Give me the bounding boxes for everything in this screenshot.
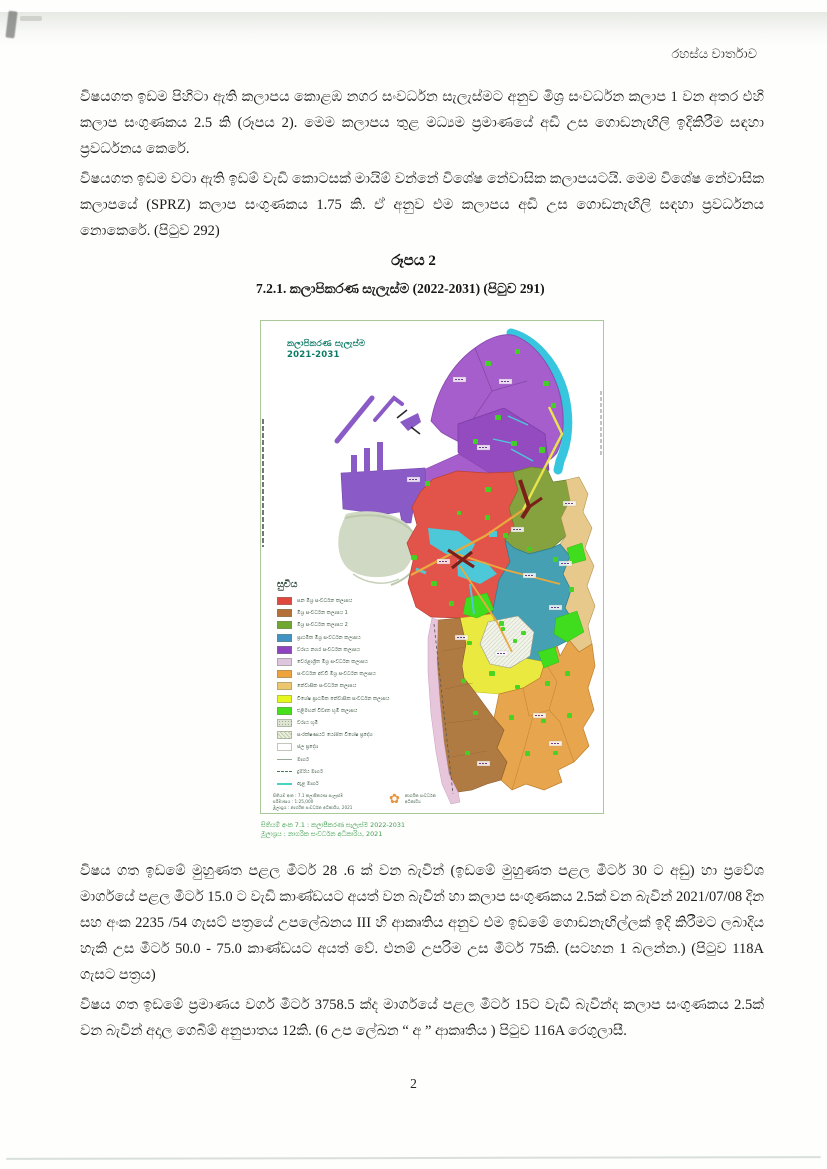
legend-label: එළිමහන් විවෘත භූමි කලාපය [297, 707, 358, 714]
map-source-line: මූලාශ්‍රය : නාගරික සංවර්ධන අධිකාරිය, 2021 [273, 805, 353, 810]
map-legend-items [277, 595, 427, 790]
uda-flower-logo-icon: ✿ [389, 791, 400, 806]
legend-item [277, 607, 427, 619]
legend-label: විශේෂ ප්‍රාථමික නේවාසික සංවර්ධන කලාපය [297, 695, 390, 702]
legend-item [277, 741, 427, 753]
legend-swatch [277, 743, 292, 751]
map-source-line: පරිමාණය : 1:25,000 [273, 799, 314, 804]
legend-label: වරාය නගර සංවර්ධන කලාපය [297, 646, 361, 653]
map-title-line1: කලාපිකරණ සැලැස්ම [287, 339, 366, 349]
figure-caption-line2: මූලාශ්‍රය : නාගරික සංවර්ධන අධිකාරිය, 2021 [261, 829, 383, 838]
legend-item [277, 753, 427, 765]
legend-item [277, 644, 427, 656]
map-legend [277, 579, 427, 790]
legend-label: ප්‍රාථමික මිශ්‍ර සංවර්ධන කලාපය [297, 634, 361, 641]
legend-label: මිශ්‍ර සංවර්ධන කලාපය 2 [297, 622, 348, 629]
legend-item [277, 705, 427, 717]
scan-artifact-line [6, 1156, 821, 1160]
legend-swatch [277, 719, 292, 727]
map-title [287, 339, 365, 361]
paragraph-1: විෂයගත ඉඩම පිහිටා ඇති කලාපය කොළඹ නගර සංවර්ධන සැලැස්මට අනුව මිශ්‍ර සංවර්ධන කලාප 1 වන අතර එහි කලාප සංගුණකය 2.5 කි (රූපය 2). මෙම කලාපය තුළ මධ්‍යම ප්‍රමාණයේ අඩි උස ගොඩනැඟිලි ඉදිකිරීම සඳහා ප්‍රවර්ධනය කෙරේ. [80, 89, 764, 157]
legend-swatch [277, 731, 292, 739]
figure-heading: රූපය 2 [391, 253, 436, 269]
paragraph-4: විෂය ගත ඉඩමේ ප්‍රමාණය වර්ග මීටර් 3758.5 ක්ද මාර්ගයේ පළල මීටර් 15ට වැඩි බැවින්ද කලාප සංගුණකය 2.5ක් වන බැවින් අදාල ගෙබිම් අනුපාතය 12කි. (6 උප ලේඛන “ අ ” ආකෘතිය ) පිටුව 116A රෙගුලාසී. [80, 997, 764, 1039]
legend-label: වරාය භූමි [297, 719, 318, 726]
legend-label: වෙරළාශ්‍රිත මිශ්‍ර සංවර්ධන කලාපය [297, 659, 368, 666]
zoning-map-figure [260, 320, 604, 814]
figure-caption [261, 821, 405, 838]
legend-item [277, 693, 427, 705]
scan-smudge-mark [20, 16, 42, 21]
legend-item [277, 619, 427, 631]
map-legend-title: සුචිය [277, 579, 298, 590]
legend-item [277, 717, 427, 729]
legend-item [277, 668, 427, 680]
legend-label: ඇළ මාර්ග [297, 780, 319, 787]
legend-label: සංවර්ධන අඩවි මිශ්‍ර සංවර්ධන කලාපය [297, 671, 376, 678]
legend-item [277, 729, 427, 741]
legend-item [277, 595, 427, 607]
legend-line-sample [277, 759, 292, 760]
legend-swatch [277, 707, 292, 715]
figure-subheading: 7.2.1. කලාපිකරණ සැලැස්ම (2022-2031) (පිටුව 291) [256, 281, 545, 296]
legend-swatch [277, 609, 292, 617]
page-number: 2 [410, 1076, 417, 1091]
legend-label: සංරක්ෂණයට යෝජිත විශේෂ ප්‍රදේශ [297, 732, 373, 739]
paragraph-3: විෂය ගත ඉඩමේ මුහුණත පළල මීටර් 28 .6 ක් වන බැවින් (ඉඩමේ මුහුණත පළල මීටර් 30 ට අඩු) හා ප්‍රවේශ මාර්ගයේ පළල මීටර් 15.0 ට වැඩි කාණ්ඩයට අයත් වන බැවින් හා කලාප සංගුණකය 2.5ක් වන බැවින් 2021/07/08 දින සහ අංක 2235 /54 ගැසට් පත්‍රයේ උපලේඛනය III හි ආකෘතිය අනුව එම ඉඩමේ ගොඩනැඟිල්ලක් ඉදි කිරීමට ලබාදිය හැකි උස මීටර් 50.0 - 75.0 කාණ්ඩයට අයත් වේ. එනම් උපරිම උස මීටර් 75කි. (සටහන 1 බලන්න.) (පිටුව 118A ගැසට පත්‍රය) [80, 863, 764, 983]
figure-caption-line1: සිතියම් අංක 7.1 : කලාපීකරණ සැලැස්ම 2022-2031 [261, 821, 406, 829]
map-title-line2: 2021-2031 [287, 350, 340, 360]
paragraph-2: විෂයගත ඉඩම වටා ඇති ඉඩම් වැඩි කොටසක් මායිම් වන්නේ විශේෂ නේවාසික කලාපයටයි. මෙම විශේෂ නේවාසික කලාපයේ (SPRZ) කලාප සංගුණකය 1.75 කි. ඒ අනුව එම කලාපය අඩි උස ගොඩනැඟිලි සඳහා ප්‍රවර්ධනය නොකෙරේ. (පිටුව 292) [80, 171, 764, 239]
legend-item [277, 766, 427, 778]
legend-item [277, 680, 427, 692]
legend-swatch [277, 670, 292, 678]
legend-swatch [277, 695, 292, 703]
map-publisher-logo [389, 792, 451, 805]
legend-item [277, 656, 427, 668]
legend-item [277, 632, 427, 644]
legend-label: මාර්ග [297, 756, 309, 763]
map-source-block [273, 793, 352, 811]
legend-swatch [277, 658, 292, 666]
map-source-line: සිතියම් අංක : 7.1 කලාපීකරණ සැලැස්ම [273, 793, 344, 798]
legend-label: දුම්රිය මාර්ග [297, 768, 323, 775]
header-classification-label: රහස්ය වාර්තාව [671, 46, 757, 61]
legend-label: මිශ්‍ර සංවර්ධන කලාපය 1 [297, 610, 348, 617]
legend-label: නේවාසික සංවර්ධන කලාපය [297, 683, 357, 690]
legend-item [277, 778, 427, 790]
uda-logo-text: නාගරික සංවර්ධන අධිකාරිය [404, 792, 437, 804]
legend-swatch [277, 646, 292, 654]
scan-artifact-band [0, 12, 827, 46]
legend-swatch [277, 682, 292, 690]
legend-line-sample [277, 783, 292, 785]
legend-swatch [277, 597, 292, 605]
legend-label: ඝන මිශ්‍ර සංවර්ධන කලාපය [297, 598, 353, 605]
legend-swatch [277, 621, 292, 629]
legend-line-sample [277, 771, 292, 772]
legend-label: ජල ප්‍රදේශ [297, 744, 319, 751]
legend-swatch [277, 634, 292, 642]
